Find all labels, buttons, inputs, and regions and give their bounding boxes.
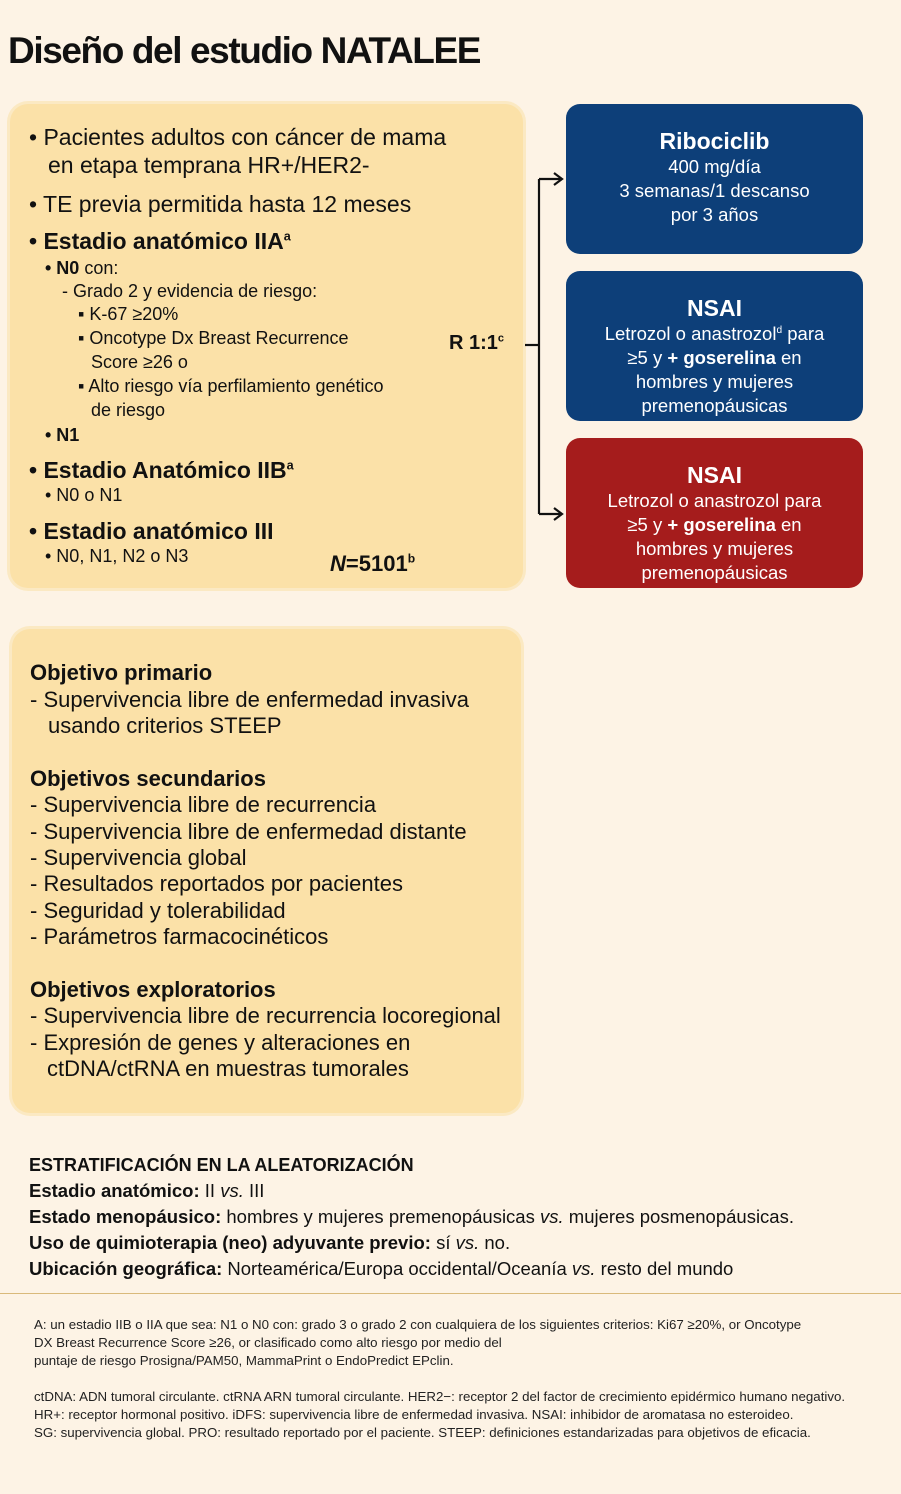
pop-oncotype: ▪ Oncotype Dx Breast Recurrence xyxy=(78,328,349,348)
secondary-objectives-title: Objetivos secundarios xyxy=(30,766,266,791)
arm-line: premenopáusicas xyxy=(641,395,788,417)
arm-title: NSAI xyxy=(687,462,742,488)
glossary-line: SG: supervivencia global. PRO: resultado reportado por el paciente. STEEP: definiciones estandarizadas para objetivos de eficacia. xyxy=(34,1425,811,1440)
arm-line: hombres y mujeres xyxy=(635,371,794,393)
glossary-line: HR+: receptor hormonal positivo. iDFS: supervivencia libre de enfermedad invasiva. NSAI: inhibidor de aromatasa no esteroideo. xyxy=(34,1407,794,1422)
exploratory-objectives-title: Objetivos exploratorios xyxy=(30,977,276,1002)
arm-line: ≥5 y + goserelina en xyxy=(627,347,802,369)
secondary-objective: - Supervivencia global xyxy=(30,845,247,870)
secondary-objective: - Parámetros farmacocinéticos xyxy=(30,924,329,949)
pop-oncotype-2: Score ≥26 o xyxy=(91,352,188,372)
pop-ki67: ▪ K-67 ≥20% xyxy=(78,304,179,324)
pop-line-2: • TE previa permitida hasta 12 meses xyxy=(29,191,412,217)
primary-objective: - Supervivencia libre de enfermedad invasiva xyxy=(30,687,470,712)
randomization-connector xyxy=(520,170,570,530)
pop-n1: • N1 xyxy=(45,425,80,445)
pop-genetic-2: de riesgo xyxy=(91,400,166,420)
pop-stage-iib: • Estadio Anatómico IIB$^a$ xyxy=(29,457,294,483)
secondary-objective: - Supervivencia libre de enfermedad distante xyxy=(30,819,467,844)
pop-line-1b: en etapa temprana HR+/HER2- xyxy=(48,152,370,178)
arm-line: Letrozol o anastrozol para xyxy=(607,490,822,512)
arm-line: Letrozol o anastrozol$^d$ para xyxy=(604,323,825,345)
pop-n0: • N0 con: xyxy=(45,258,119,278)
strat-row: Estadio anatómico: II vs. III xyxy=(29,1180,265,1201)
arm-ribociclib xyxy=(566,104,863,254)
arm-nsai-2 xyxy=(566,438,863,588)
arm-line: premenopáusicas xyxy=(641,562,788,584)
pop-line-1: • Pacientes adultos con cáncer de mama xyxy=(29,124,447,150)
pop-genetic: ▪ Alto riesgo vía perfilamiento genético xyxy=(78,376,384,396)
footnote-a-2: DX Breast Recurrence Score ≥26, or clasificado como alto riesgo por medio del xyxy=(34,1335,502,1350)
arm-nsai-1 xyxy=(566,271,863,421)
pop-n0-n1: • N0 o N1 xyxy=(45,485,123,505)
primary-objective-title: Objetivo primario xyxy=(30,660,213,685)
arm-title: Ribociclib xyxy=(659,128,770,154)
arm-line: por 3 años xyxy=(670,204,759,226)
strat-row: Ubicación geográfica: Norteamérica/Europa occidental/Oceanía vs. resto del mundo xyxy=(29,1258,734,1279)
secondary-objective: - Resultados reportados por pacientes xyxy=(30,871,403,896)
stratification-section xyxy=(29,1152,794,1282)
exploratory-objective-2: ctDNA/ctRNA en muestras tumorales xyxy=(47,1056,409,1081)
page-title: Diseño del estudio NATALEE xyxy=(8,30,481,71)
arm-line: ≥5 y + goserelina en xyxy=(627,514,802,536)
arm-line: hombres y mujeres xyxy=(635,538,794,560)
strat-row: Uso de quimioterapia (neo) adyuvante previo: sí vs. no. xyxy=(29,1232,511,1253)
exploratory-objective: - Expresión de genes y alteraciones en xyxy=(30,1030,411,1055)
exploratory-objective: - Supervivencia libre de recurrencia locoregional xyxy=(30,1003,501,1028)
footnote-a-3: puntaje de riesgo Prosigna/PAM50, MammaPrint o EndoPredict EPclin. xyxy=(34,1353,454,1368)
pop-stage-iia: • Estadio anatómico IIA$^a$ xyxy=(29,228,291,254)
arm-line: 3 semanas/1 descanso xyxy=(619,180,810,202)
strat-row: Estado menopáusico: hombres y mujeres premenopáusicas vs. mujeres posmenopáusicas. xyxy=(29,1206,794,1227)
pop-stage-iii: • Estadio anatómico III xyxy=(29,518,274,544)
pop-grade2: - Grado 2 y evidencia de riesgo: xyxy=(62,281,318,301)
randomization-label: R 1:1$^c$ xyxy=(449,332,505,354)
sample-size: $N=5101^b$ xyxy=(330,551,416,576)
footnote-a: A: un estadio IIB o IIA que sea: N1 o N0 con: grado 3 o grado 2 con cualquiera de los siguientes criterios: Ki67 ≥20%, or Oncotype xyxy=(34,1317,802,1332)
pop-n0-n3: • N0, N1, N2 o N3 xyxy=(45,546,189,566)
secondary-objective: - Supervivencia libre de recurrencia xyxy=(30,792,377,817)
glossary-line: ctDNA: ADN tumoral circulante. ctRNA ARN tumoral circulante. HER2−: receptor 2 del factor de crecimiento epidérmico humano negativo. xyxy=(34,1389,846,1404)
arm-line: 400 mg/día xyxy=(668,156,761,178)
arm-title: NSAI xyxy=(687,295,742,321)
footnote-divider xyxy=(0,1293,901,1294)
stratification-header: ESTRATIFICACIÓN EN LA ALEATORIZACIÓN xyxy=(29,1155,414,1175)
primary-objective-2: usando criterios STEEP xyxy=(48,713,282,738)
secondary-objective: - Seguridad y tolerabilidad xyxy=(30,898,286,923)
